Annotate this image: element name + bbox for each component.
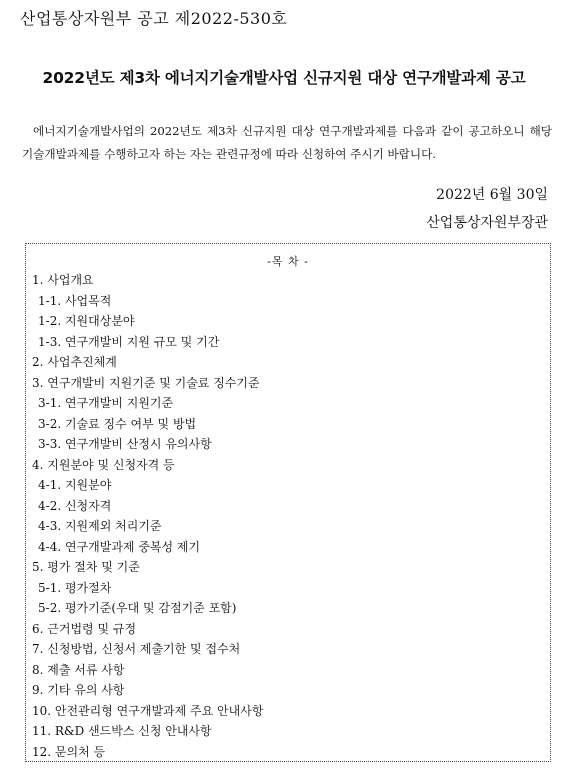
toc-section: 2. 사업추진체계 xyxy=(32,355,117,369)
toc-subsection: 4-3. 지원제외 처리기준 xyxy=(38,519,162,533)
toc-subsection: 3-2. 기술료 징수 여부 및 방법 xyxy=(38,416,197,431)
toc-heading: -목 차 - xyxy=(267,255,309,268)
toc-subsection: 4-4. 연구개발과제 중복성 제기 xyxy=(38,539,201,554)
toc-subsection: 5-2. 평가기준(우대 및 감점기준 포함) xyxy=(38,601,237,615)
notice-number: 산업통상자원부 공고 제2022-530호 xyxy=(20,9,288,28)
toc-subsection: 1-3. 연구개발비 지원 규모 및 기간 xyxy=(38,334,220,349)
table-of-contents xyxy=(25,243,551,762)
toc-section: 4. 지원분야 및 신청자격 등 xyxy=(32,457,175,472)
toc-list xyxy=(32,270,263,762)
toc-section: 10. 안전관리형 연구개발과제 주요 안내사항 xyxy=(32,703,264,718)
toc-section: 3. 연구개발비 지원기준 및 기술료 징수기준 xyxy=(32,375,260,390)
toc-section: 7. 신청방법, 신청서 제출기한 및 접수처 xyxy=(32,642,241,656)
toc-section: 5. 평가 절차 및 기준 xyxy=(32,560,140,574)
toc-section: 1. 사업개요 xyxy=(32,273,94,287)
page-title: 2022년도 제3차 에너지기술개발사업 신규지원 대상 연구개발과제 공고 xyxy=(42,69,526,87)
toc-subsection: 5-1. 평가절차 xyxy=(38,580,112,595)
toc-section: 9. 기타 유의 사항 xyxy=(32,683,125,697)
toc-section: 6. 근거법령 및 규정 xyxy=(32,621,137,636)
toc-section: 12. 문의처 등 xyxy=(32,744,106,759)
notice-issuer: 산업통상자원부장관 xyxy=(426,215,548,231)
toc-subsection: 4-2. 신청자격 xyxy=(38,498,112,513)
toc-section: 8. 제출 서류 사항 xyxy=(32,662,125,677)
toc-subsection: 1-1. 사업목적 xyxy=(38,293,112,308)
toc-section: 11. R&D 샌드박스 신청 안내사항 xyxy=(32,724,212,738)
toc-subsection: 4-1. 지원분야 xyxy=(38,478,112,492)
toc-subsection: 3-1. 연구개발비 지원기준 xyxy=(38,396,174,410)
toc-subsection: 3-3. 연구개발비 산정시 유의사항 xyxy=(38,437,212,451)
toc-subsection: 1-2. 지원대상분야 xyxy=(38,314,135,328)
notice-date: 2022년 6월 30일 xyxy=(436,187,548,203)
notice-body: 에너지기술개발사업의 2022년도 제3차 신규지원 대상 연구개발과제를 다음과 같이 공고하오니 해당 기술개발과제를 수행하고자 하는 자는 관련규정에 따라 신청하여 주시기 바랍니다. xyxy=(22,124,552,161)
